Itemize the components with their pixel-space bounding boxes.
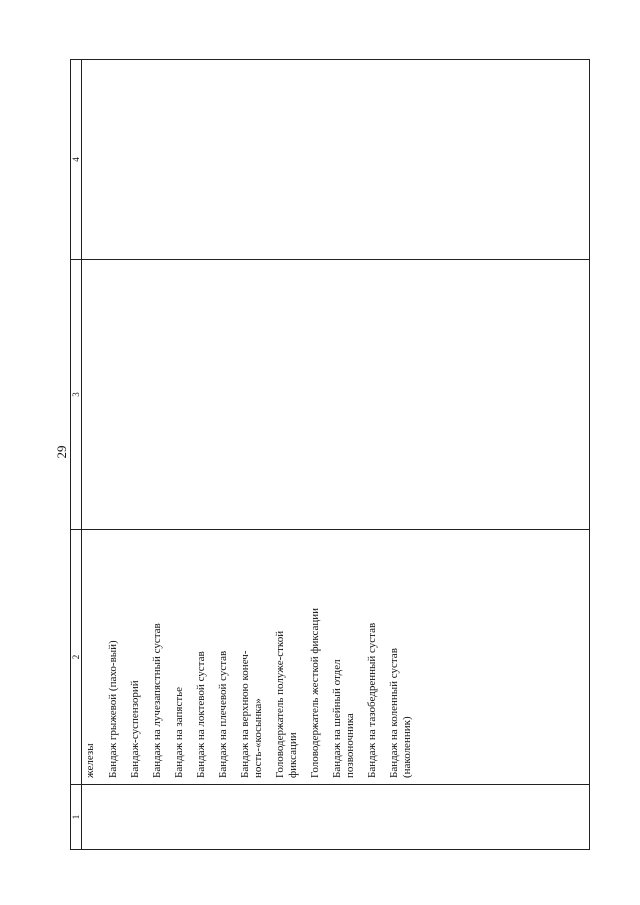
list-item: Бандаж на коленный сустав (наколенник)	[388, 648, 413, 778]
list-item: Бандаж-суспензорий	[129, 680, 141, 778]
table-header-row	[71, 60, 82, 850]
column-3-cell	[82, 260, 590, 530]
table-row	[82, 60, 590, 850]
list-item: Бандаж на тазобедренный сустав	[366, 622, 378, 778]
column-4-cell	[82, 60, 590, 260]
list-item: Бандаж на плечевой сустав	[217, 650, 229, 778]
list-item: Бандаж на шейный отдел позвоночника	[331, 659, 356, 778]
column-header-2: 2	[71, 530, 82, 785]
list-item: Бандаж на лучезапястный сустав	[151, 623, 163, 778]
document-table-container	[70, 60, 590, 850]
list-item: Бандаж на локтевой сустав	[195, 651, 207, 778]
column-header-1: 1	[71, 785, 82, 850]
page-number-text: 29	[54, 445, 69, 459]
column-header-3: 3	[71, 260, 82, 530]
column-2-cell	[82, 530, 590, 785]
document-table	[70, 59, 590, 850]
list-item: Бандаж на верхнюю конеч-ность-«косынка»	[239, 650, 264, 778]
list-item: Бандаж на запястье	[173, 686, 185, 778]
list-item: железы	[84, 743, 96, 778]
list-item: Головодержатель жесткой фиксации	[309, 607, 321, 778]
page-number	[54, 440, 70, 464]
list-item: Головодержатель полуже-сткой фиксации	[274, 630, 299, 778]
list-item: Бандаж грыжевой (пахо-вый)	[107, 640, 119, 778]
column-header-4: 4	[71, 60, 82, 260]
column-1-cell	[82, 785, 590, 850]
